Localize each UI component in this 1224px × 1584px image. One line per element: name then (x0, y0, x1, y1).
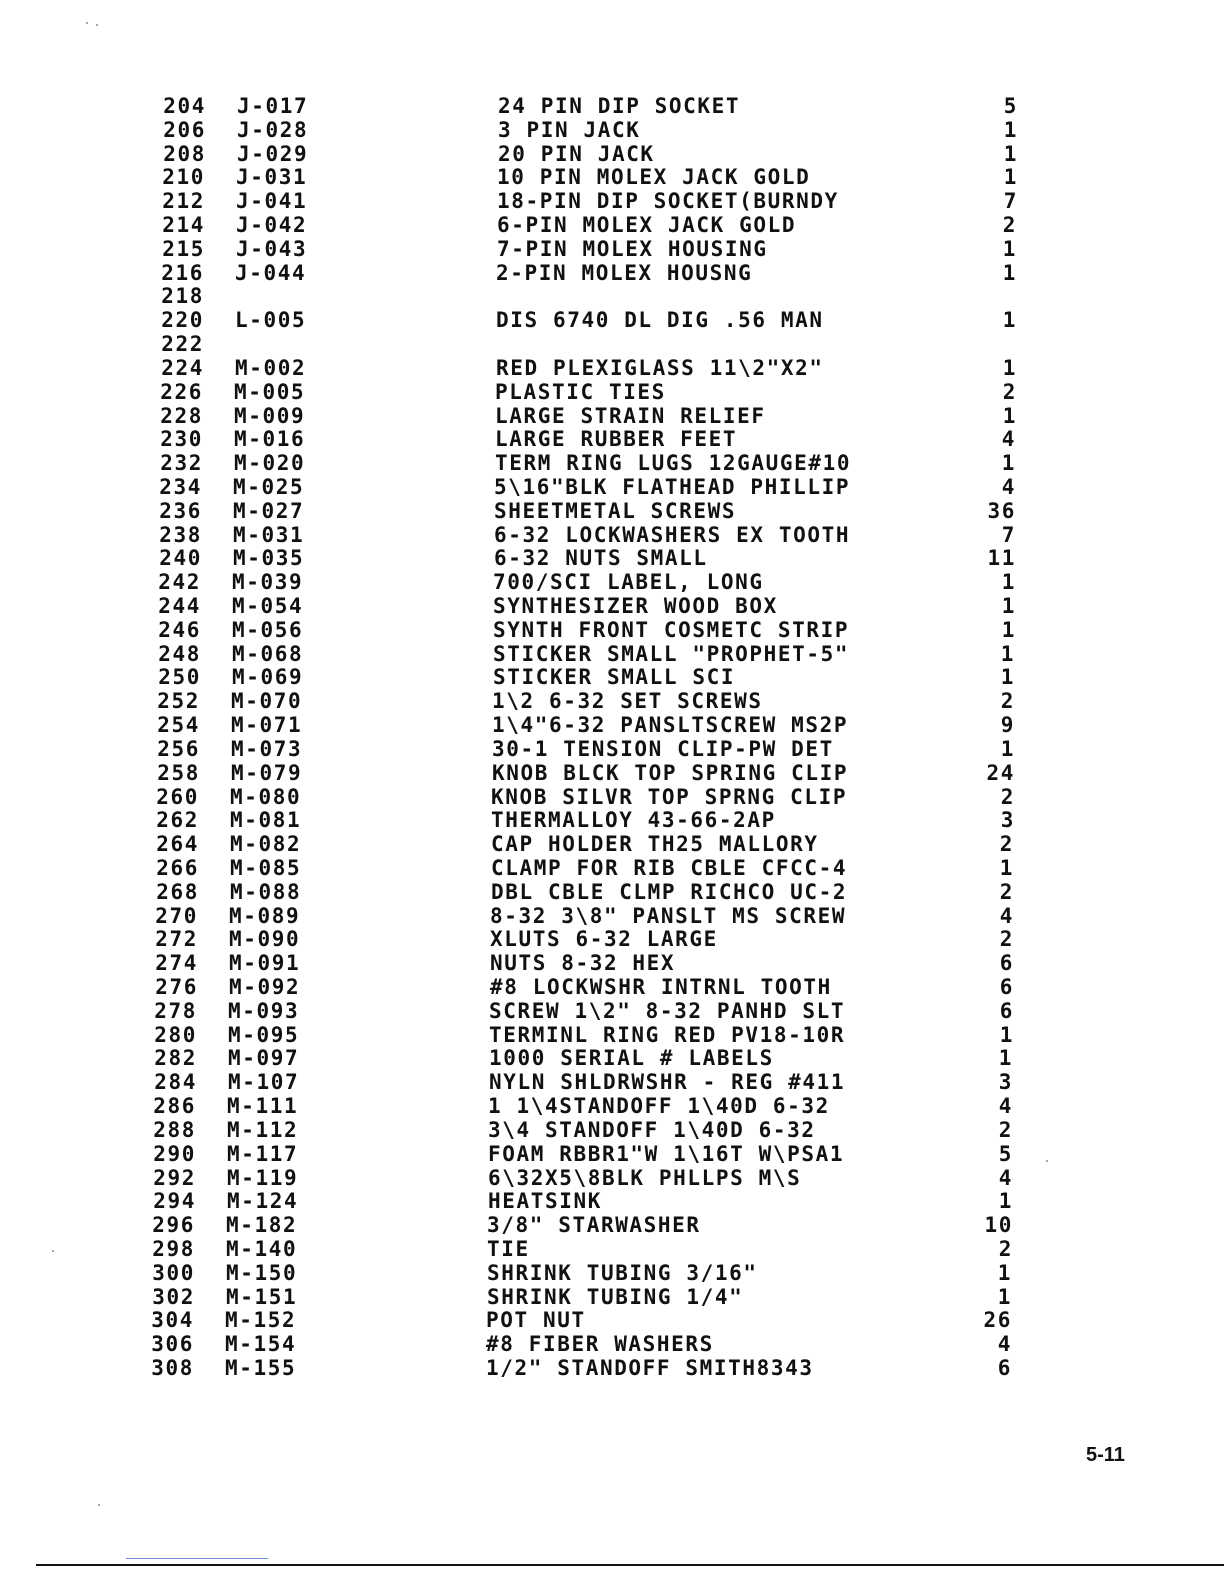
item-description: 1\2 6-32 SET SCREWS (492, 689, 763, 713)
part-number: M-056 (232, 618, 304, 642)
table-row (0, 118, 1224, 142)
line-number: 262 (156, 808, 199, 832)
quantity: 4 (999, 904, 1014, 928)
line-number: 304 (151, 1308, 194, 1332)
table-row (0, 999, 1224, 1023)
quantity: 1 (1001, 618, 1016, 642)
table-row (0, 785, 1224, 809)
part-number: M-089 (229, 904, 301, 928)
part-number: M-009 (234, 404, 306, 428)
part-number: J-044 (235, 261, 307, 285)
line-number: 242 (158, 570, 201, 594)
line-number: 218 (161, 284, 204, 308)
item-description: NUTS 8-32 HEX (490, 951, 676, 975)
quantity: 1 (997, 1285, 1012, 1309)
line-number: 274 (155, 951, 198, 975)
table-row (0, 499, 1224, 523)
part-number: M-068 (232, 642, 304, 666)
table-row (0, 427, 1224, 451)
part-number: M-182 (226, 1213, 298, 1237)
part-number: M-031 (233, 523, 305, 547)
quantity: 2 (998, 1237, 1013, 1261)
item-description: SYNTH FRONT COSMETC STRIP (493, 618, 850, 642)
table-row (0, 308, 1224, 332)
table-row (0, 665, 1224, 689)
part-number: M-154 (225, 1332, 297, 1356)
quantity: 1 (1000, 642, 1015, 666)
line-number: 276 (155, 975, 198, 999)
table-row (0, 1332, 1224, 1356)
line-number: 264 (156, 832, 199, 856)
line-number: 230 (160, 427, 203, 451)
table-row (0, 284, 1224, 308)
line-number: 288 (153, 1118, 196, 1142)
item-description: 3 PIN JACK (498, 118, 641, 142)
line-number: 252 (157, 689, 200, 713)
table-row (0, 1118, 1224, 1142)
item-description: 8-32 3\8" PANSLT MS SCREW (490, 904, 847, 928)
table-row (0, 642, 1224, 666)
part-number: M-082 (230, 832, 302, 856)
table-row (0, 1046, 1224, 1070)
table-row (0, 1142, 1224, 1166)
table-row (0, 546, 1224, 570)
item-description: CLAMP FOR RIB CBLE CFCC-4 (491, 856, 848, 880)
quantity: 9 (1000, 713, 1015, 737)
part-number: J-042 (236, 213, 308, 237)
part-number: M-140 (226, 1237, 298, 1261)
table-row (0, 689, 1224, 713)
item-description: 3\4 STANDOFF 1\40D 6-32 (488, 1118, 816, 1142)
table-row (0, 165, 1224, 189)
item-description: 3/8" STARWASHER (487, 1213, 701, 1237)
part-number: M-097 (228, 1046, 300, 1070)
part-number: J-017 (237, 94, 309, 118)
quantity: 2 (999, 927, 1014, 951)
line-number: 236 (159, 499, 202, 523)
quantity: 1 (998, 1046, 1013, 1070)
quantity: 7 (1001, 523, 1016, 547)
line-number: 282 (154, 1046, 197, 1070)
item-description: SHRINK TUBING 3/16" (487, 1261, 758, 1285)
quantity: 2 (1002, 213, 1017, 237)
quantity: 2 (1000, 785, 1015, 809)
item-description: THERMALLOY 43-66-2AP (491, 808, 776, 832)
table-row (0, 618, 1224, 642)
line-number: 292 (153, 1166, 196, 1190)
quantity: 6 (999, 951, 1014, 975)
item-description: SHEETMETAL SCREWS (494, 499, 737, 523)
line-number: 268 (156, 880, 199, 904)
line-number: 254 (157, 713, 200, 737)
item-description: #8 FIBER WASHERS (486, 1332, 714, 1356)
line-number: 302 (152, 1285, 195, 1309)
part-number: M-079 (231, 761, 303, 785)
line-number: 248 (158, 642, 201, 666)
part-number: M-081 (230, 808, 302, 832)
quantity: 1 (998, 1189, 1013, 1213)
quantity: 1 (1002, 237, 1017, 261)
quantity: 4 (1001, 475, 1016, 499)
line-number: 294 (153, 1189, 196, 1213)
table-row (0, 1189, 1224, 1213)
table-row (0, 332, 1224, 356)
item-description: PLASTIC TIES (495, 380, 666, 404)
item-description: 1000 SERIAL # LABELS (489, 1046, 774, 1070)
table-row (0, 951, 1224, 975)
quantity: 4 (997, 1332, 1012, 1356)
item-description: RED PLEXIGLASS 11\2"X2" (496, 356, 824, 380)
part-number: M-093 (228, 999, 300, 1023)
quantity: 6 (997, 1356, 1012, 1380)
item-description: 1\4"6-32 PANSLTSCREW MS2P (492, 713, 849, 737)
item-description: FOAM RBBR1"W 1\16T W\PSA1 (488, 1142, 845, 1166)
table-row (0, 570, 1224, 594)
line-number: 238 (159, 523, 202, 547)
part-number: M-090 (229, 927, 301, 951)
item-description: 18-PIN DIP SOCKET(BURNDY (497, 189, 839, 213)
item-description: DBL CBLE CLMP RICHCO UC-2 (491, 880, 848, 904)
quantity: 5 (1003, 94, 1018, 118)
table-row (0, 142, 1224, 166)
quantity: 5 (998, 1142, 1013, 1166)
scan-speck (96, 24, 98, 26)
part-number: M-054 (232, 594, 304, 618)
part-number: M-039 (232, 570, 304, 594)
quantity: 1 (1001, 594, 1016, 618)
item-description: 20 PIN JACK (498, 142, 655, 166)
table-row (0, 880, 1224, 904)
table-row (0, 1166, 1224, 1190)
scan-speck (1046, 1160, 1048, 1162)
line-number: 246 (158, 618, 201, 642)
item-description: CAP HOLDER TH25 MALLORY (491, 832, 819, 856)
table-row (0, 94, 1224, 118)
quantity: 1 (1000, 737, 1015, 761)
table-row (0, 737, 1224, 761)
table-row (0, 761, 1224, 785)
part-number: M-085 (230, 856, 302, 880)
quantity: 2 (1000, 689, 1015, 713)
part-number: M-025 (233, 475, 305, 499)
table-row (0, 380, 1224, 404)
part-number: M-112 (227, 1118, 299, 1142)
quantity: 4 (1001, 427, 1016, 451)
table-row (0, 808, 1224, 832)
scan-speck (52, 1250, 54, 1252)
quantity: 2 (999, 880, 1014, 904)
item-description: NYLN SHLDRWSHR - REG #411 (489, 1070, 846, 1094)
blue-rule (126, 1558, 268, 1559)
table-row (0, 1356, 1224, 1380)
table-row (0, 1308, 1224, 1332)
item-description: HEATSINK (488, 1189, 602, 1213)
line-number: 258 (157, 761, 200, 785)
part-number: J-031 (236, 165, 308, 189)
line-number: 306 (151, 1332, 194, 1356)
line-number: 204 (163, 94, 206, 118)
part-number: L-005 (235, 308, 307, 332)
quantity: 26 (983, 1308, 1012, 1332)
part-number: M-071 (231, 713, 303, 737)
quantity: 6 (999, 975, 1014, 999)
part-number: M-088 (230, 880, 302, 904)
item-description: 1/2" STANDOFF SMITH8343 (486, 1356, 814, 1380)
table-row (0, 1261, 1224, 1285)
quantity: 10 (984, 1213, 1013, 1237)
table-row (0, 927, 1224, 951)
line-number: 212 (162, 189, 205, 213)
bottom-rule (36, 1564, 1224, 1566)
quantity: 1 (1003, 142, 1018, 166)
line-number: 210 (162, 165, 205, 189)
part-number: M-111 (227, 1094, 299, 1118)
quantity: 1 (1001, 570, 1016, 594)
line-number: 286 (153, 1094, 196, 1118)
line-number: 214 (162, 213, 205, 237)
line-number: 272 (155, 927, 198, 951)
item-description: 6\32X5\8BLK PHLLPS M\S (488, 1166, 802, 1190)
quantity: 36 (987, 499, 1016, 523)
line-number: 284 (154, 1070, 197, 1094)
quantity: 2 (1002, 380, 1017, 404)
part-number: M-027 (233, 499, 305, 523)
part-number: M-073 (231, 737, 303, 761)
quantity: 1 (999, 856, 1014, 880)
table-row (0, 237, 1224, 261)
part-number: M-005 (234, 380, 306, 404)
part-number: M-070 (231, 689, 303, 713)
table-row (0, 451, 1224, 475)
item-description: STICKER SMALL SCI (493, 665, 736, 689)
item-description: 1 1\4STANDOFF 1\40D 6-32 (488, 1094, 830, 1118)
line-number: 220 (161, 308, 204, 332)
table-row (0, 523, 1224, 547)
line-number: 216 (161, 261, 204, 285)
table-row (0, 1285, 1224, 1309)
page-number: 5-11 (1086, 1444, 1125, 1466)
quantity: 24 (986, 761, 1015, 785)
line-number: 215 (162, 237, 205, 261)
table-row (0, 1094, 1224, 1118)
table-row (0, 1237, 1224, 1261)
table-row (0, 904, 1224, 928)
item-description: SHRINK TUBING 1/4" (487, 1285, 744, 1309)
table-row (0, 356, 1224, 380)
quantity: 2 (998, 1118, 1013, 1142)
line-number: 228 (160, 404, 203, 428)
quantity: 4 (998, 1166, 1013, 1190)
quantity: 1 (1003, 118, 1018, 142)
table-row (0, 213, 1224, 237)
part-number: M-151 (226, 1285, 298, 1309)
item-description: XLUTS 6-32 LARGE (490, 927, 718, 951)
item-description: LARGE RUBBER FEET (495, 427, 738, 451)
part-number: M-092 (229, 975, 301, 999)
item-description: 6-32 LOCKWASHERS EX TOOTH (494, 523, 851, 547)
part-number: M-035 (233, 546, 305, 570)
item-description: 24 PIN DIP SOCKET (498, 94, 741, 118)
line-number: 222 (161, 332, 204, 356)
part-number: M-119 (227, 1166, 299, 1190)
quantity: 4 (998, 1094, 1013, 1118)
item-description: LARGE STRAIN RELIEF (495, 404, 766, 428)
part-number: M-124 (227, 1189, 299, 1213)
table-row (0, 1070, 1224, 1094)
quantity: 1 (997, 1261, 1012, 1285)
quantity: 1 (999, 1023, 1014, 1047)
table-row (0, 856, 1224, 880)
line-number: 296 (152, 1213, 195, 1237)
line-number: 244 (158, 594, 201, 618)
table-row (0, 713, 1224, 737)
scan-speck (86, 22, 88, 24)
line-number: 240 (159, 546, 202, 570)
part-number: M-020 (234, 451, 306, 475)
line-number: 206 (163, 118, 206, 142)
line-number: 300 (152, 1261, 195, 1285)
part-number: M-091 (229, 951, 301, 975)
line-number: 280 (154, 1023, 197, 1047)
item-description: 30-1 TENSION CLIP-PW DET (492, 737, 834, 761)
part-number: M-095 (228, 1023, 300, 1047)
item-description: 5\16"BLK FLATHEAD PHILLIP (494, 475, 851, 499)
line-number: 226 (160, 380, 203, 404)
item-description: DIS 6740 DL DIG .56 MAN (496, 308, 824, 332)
quantity: 11 (987, 546, 1016, 570)
table-row (0, 1023, 1224, 1047)
line-number: 232 (160, 451, 203, 475)
line-number: 208 (163, 142, 206, 166)
part-number: M-080 (230, 785, 302, 809)
item-description: TERMINL RING RED PV18-10R (489, 1023, 846, 1047)
scan-speck (98, 1504, 100, 1506)
table-row (0, 404, 1224, 428)
line-number: 266 (156, 856, 199, 880)
quantity: 1 (1000, 665, 1015, 689)
line-number: 250 (158, 665, 201, 689)
line-number: 234 (159, 475, 202, 499)
part-number: M-002 (235, 356, 307, 380)
part-number: J-041 (236, 189, 308, 213)
item-description: SCREW 1\2" 8-32 PANHD SLT (489, 999, 846, 1023)
line-number: 270 (155, 904, 198, 928)
item-description: 700/SCI LABEL, LONG (493, 570, 764, 594)
line-number: 278 (154, 999, 197, 1023)
table-row (0, 594, 1224, 618)
line-number: 290 (153, 1142, 196, 1166)
quantity: 6 (999, 999, 1014, 1023)
line-number: 256 (157, 737, 200, 761)
table-row (0, 975, 1224, 999)
part-number: M-016 (234, 427, 306, 451)
item-description: TIE (487, 1237, 530, 1261)
item-description: 10 PIN MOLEX JACK GOLD (497, 165, 811, 189)
item-description: POT NUT (486, 1308, 586, 1332)
item-description: KNOB SILVR TOP SPRNG CLIP (491, 785, 848, 809)
line-number: 298 (152, 1237, 195, 1261)
item-description: 7-PIN MOLEX HOUSING (497, 237, 768, 261)
item-description: KNOB BLCK TOP SPRING CLIP (492, 761, 849, 785)
table-row (0, 832, 1224, 856)
quantity: 1 (1002, 261, 1017, 285)
item-description: 2-PIN MOLEX HOUSNG (496, 261, 753, 285)
line-number: 308 (151, 1356, 194, 1380)
line-number: 224 (161, 356, 204, 380)
item-description: 6-PIN MOLEX JACK GOLD (497, 213, 797, 237)
table-row (0, 475, 1224, 499)
quantity: 1 (1001, 451, 1016, 475)
item-description: 6-32 NUTS SMALL (494, 546, 708, 570)
line-number: 260 (156, 785, 199, 809)
quantity: 3 (1000, 808, 1015, 832)
part-number: J-028 (237, 118, 309, 142)
table-row (0, 189, 1224, 213)
quantity: 1 (1003, 165, 1018, 189)
part-number: M-117 (227, 1142, 299, 1166)
part-number: M-155 (225, 1356, 297, 1380)
item-description: #8 LOCKWSHR INTRNL TOOTH (490, 975, 832, 999)
part-number: J-029 (237, 142, 309, 166)
quantity: 3 (998, 1070, 1013, 1094)
quantity: 7 (1003, 189, 1018, 213)
item-description: TERM RING LUGS 12GAUGE#10 (495, 451, 852, 475)
quantity: 1 (1002, 308, 1017, 332)
part-number: J-043 (236, 237, 308, 261)
item-description: SYNTHESIZER WOOD BOX (493, 594, 778, 618)
part-number: M-107 (228, 1070, 300, 1094)
part-number: M-152 (225, 1308, 297, 1332)
table-row (0, 1213, 1224, 1237)
quantity: 1 (1002, 356, 1017, 380)
quantity: 1 (1002, 404, 1017, 428)
part-number: M-150 (226, 1261, 298, 1285)
quantity: 2 (999, 832, 1014, 856)
part-number: M-069 (232, 665, 304, 689)
table-row (0, 261, 1224, 285)
item-description: STICKER SMALL "PROPHET-5" (493, 642, 850, 666)
